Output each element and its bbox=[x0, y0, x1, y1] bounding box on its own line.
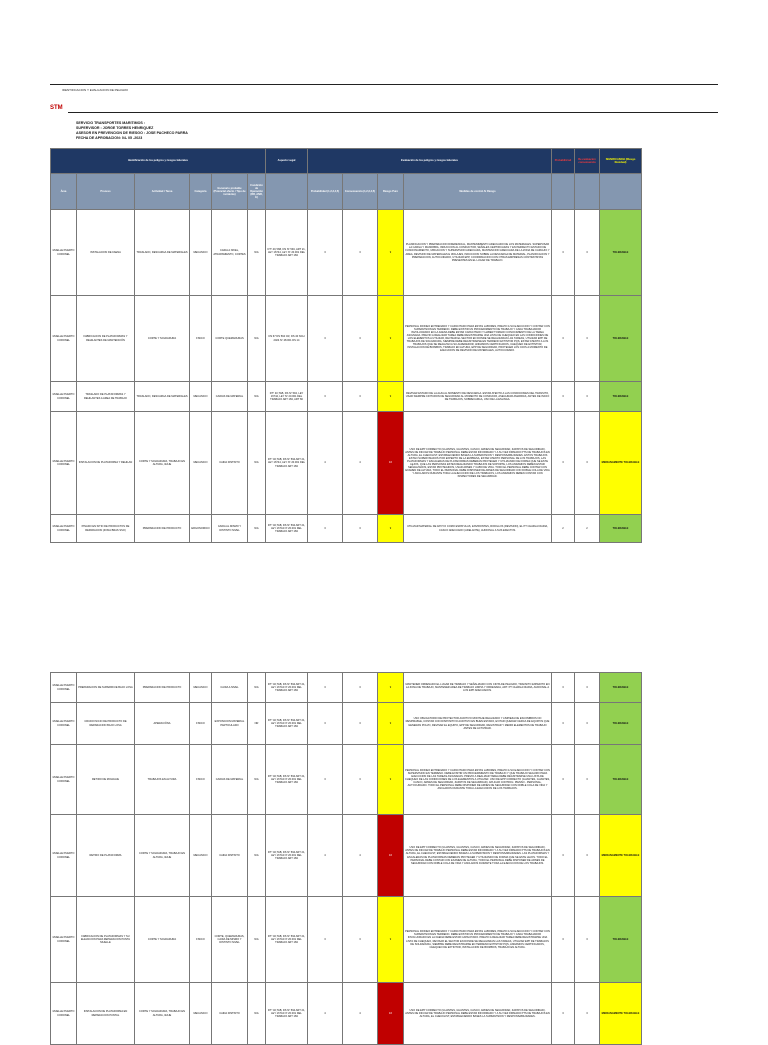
consecuencia-cell: 4 bbox=[343, 412, 378, 515]
area-cell: MUELLE PUERTO CORONEL bbox=[51, 515, 77, 543]
actividad-cell: CORTE Y SOLDADURA, TRABAJO EN ALTURA, IZAJE bbox=[135, 983, 190, 1045]
legal-cell: DTº 40,TAB, DS Nº 594, LEY 16744, LEY Nº 20.001 DEL TRABAJO ART 184, ART 66 bbox=[266, 382, 308, 412]
table-row bbox=[51, 515, 642, 543]
col-probabilidad: Probabilidad (1,2,3,4,5) bbox=[308, 174, 343, 210]
table-row bbox=[51, 412, 642, 515]
legal-cell: DTº 40,TAB, DS Nº 594 ART 21, LEY 16744 Nº 20.001 DEL TRABAJO ART 184 bbox=[266, 745, 308, 815]
consecuencia-cell: 3 bbox=[343, 673, 378, 703]
condicion-cell: N/A bbox=[248, 382, 266, 412]
consecuencia-residual-cell: 3 bbox=[575, 815, 600, 897]
info-line: ASESOR EN PREVENCION DE RIESGO : JOSE PACHECO PARRA bbox=[76, 131, 188, 135]
table-row bbox=[51, 983, 642, 1045]
consecuencia-cell: 3 bbox=[343, 296, 378, 382]
legal-cell: DTº 40,TAB, DS Nº 594 ART 21, LEY 16744 Nº 20.001 DEL TRABAJO ART 184 bbox=[266, 897, 308, 983]
medidas-cell: MANTENER ORDENADO EL LUGAR DE TRABAJO Y SEÑALIZADO CON CINTA DE PELIGRO, TRANSITO EXPEDITO EN LA ZONA DE TRABAJO, MANTENER AREA DE TRABAJO LIMPIA Y ORDENADA, ART. PT CHARLA DIARIA, AUDIONAL A LOS EPP ADECUADOS. bbox=[404, 673, 552, 703]
legal-cell: DTº 40,TAB, DS Nº 594 ART 21, LEY 16744 Nº 20.001 DEL TRABAJO ART 184 bbox=[266, 515, 308, 543]
categoria-cell: MECANICO bbox=[190, 815, 212, 897]
condicion-cell: N/A bbox=[248, 673, 266, 703]
categoria-cell: MECANICO bbox=[190, 673, 212, 703]
proceso-cell: INSTALACION DE PLATAFORMA Y REHILAN bbox=[77, 412, 135, 515]
categoria-cell: FISICO bbox=[190, 296, 212, 382]
proceso-cell: PREPARACION DE SUPERFICIE BAJO LOSA bbox=[77, 673, 135, 703]
condicion-cell: N/A bbox=[248, 745, 266, 815]
proceso-cell: FABRICACION DE PLATAFORMAS Y REHILANTES DE MANTENCIÓN bbox=[77, 296, 135, 382]
info-line: SERVICIO TRANSPORTES MARITIMOS : bbox=[76, 121, 146, 125]
medidas-cell: PERSONAL IDONEO ENTRENADO Y CAPACITADO PARA ESTAS LABORES, PREVIO A SU EJECUCION Y CONTAR CON SUPERVISION EN TERRENO. DEBE EXISTIR UN PROCEDIMIENTO DE TRABAJO Y CADA TRABAJADOR INVOLUCRADO EN LA FAENA DEBE ESTAR CAPACITADO Y HABER TOMADO CONOCIMIENTO DE LA TAREA ASIGNADA. PREVIO A REALIZAR TAREA DEBE REGISTRARSE UNA LISTA DE CHEQUEO EN LAS CONDICIONES DE LOS ELEMENTOS A UTILIZAR, REVISAR EL SECTOR EN DONDE SE REALIZARAN LAS TAREAS, UTILIZAR EPP DE TRABAJOS DE SOLDADURA, SIEMPRE DEBE REGISTRARSE EN TERRENO EXTINTOR PQS, ESTAR ATENTO A LOS TRABAJOS QUE SE REALIZAN A SU ALREDEDOR, ANDAMIOS CERTIFICADOS, CHEQUEO DE EXTINTOR, INSTALACION DE BIOMBOS, TRABAJO EN ALTURA, EPP DE SEGURIDAD, PROTEGER LOS OJOS A MOMENTO DE EJECUCION DE REVISION DE MATERIALES, AUTOCUIDADO. bbox=[404, 296, 552, 382]
table-row bbox=[51, 210, 642, 296]
actividad-cell: TRASLADO, DESCARGA DE MATERIALES bbox=[135, 382, 190, 412]
consecuencia-cell: 3 bbox=[343, 745, 378, 815]
col-escenario: Escenario probable (Potencial efecto / Tipo de incidente) bbox=[212, 174, 248, 210]
probabilidad-residual-cell: 3 bbox=[552, 815, 575, 897]
categoria-cell: MECANICO bbox=[190, 210, 212, 296]
proceso-cell: RETIRO DE PLATAFORMA bbox=[77, 815, 135, 897]
probabilidad-cell: 3 bbox=[308, 897, 343, 983]
consecuencia-cell: 3 bbox=[343, 897, 378, 983]
probabilidad-residual-cell: 3 bbox=[552, 210, 575, 296]
col-prob-res bbox=[552, 174, 575, 210]
riesgo-puro-cell: 16 bbox=[378, 412, 404, 515]
consecuencia-residual-cell: 3 bbox=[575, 897, 600, 983]
categoria-cell: FISICO bbox=[190, 897, 212, 983]
riesgo-puro-cell: 16 bbox=[378, 815, 404, 897]
col-medidas: Medidas de control Al Riesgo bbox=[404, 174, 552, 210]
consecuencia-residual-cell: 3 bbox=[575, 745, 600, 815]
probabilidad-residual-cell: 3 bbox=[552, 296, 575, 382]
escenario-cell: CAIDA DISTINTO bbox=[212, 815, 248, 897]
probabilidad-cell: 3 bbox=[308, 296, 343, 382]
consecuencia-cell: 3 bbox=[343, 382, 378, 412]
actividad-cell: TRABAJOS EN ALTURA bbox=[135, 745, 190, 815]
area-cell: MUELLE PUERTO CORONEL bbox=[51, 745, 77, 815]
doc-top-label: IDENTIFICACION Y EVALUACION DE PELIGRO bbox=[62, 88, 129, 92]
categoria-cell: FISICO bbox=[190, 703, 212, 745]
col-categoria: Categoría bbox=[190, 174, 212, 210]
header-rule bbox=[68, 112, 718, 113]
categoria-cell: MECANICO bbox=[190, 412, 212, 515]
riesgo-puro-cell: 9 bbox=[378, 897, 404, 983]
significancia-cell: TOLERABLE bbox=[600, 382, 642, 412]
riesgo-puro-cell: 16 bbox=[378, 983, 404, 1045]
legal-cell: DTº 40,TAB, DS Nº 594 ART 21, LEY 16744, LEY Nº 20.001 DEL TRABAJO ART 184 bbox=[266, 412, 308, 515]
actividad-cell: CORTE Y SOLDADURA, TRABAJO EN ALTURA, IZAJE bbox=[135, 412, 190, 515]
area-cell: MUELLE PUERTO CORONEL bbox=[51, 382, 77, 412]
condicion-cell: N/A bbox=[248, 815, 266, 897]
table-row bbox=[51, 382, 642, 412]
probabilidad-cell: 3 bbox=[308, 382, 343, 412]
proceso-cell: CRUDO INICIO DE PRODUCTO DE REPARACION BAJO LOSA bbox=[77, 703, 135, 745]
categoria-cell: MECANICO bbox=[190, 983, 212, 1045]
probabilidad-cell: 3 bbox=[308, 703, 343, 745]
medidas-cell: REVISAR ESTADO DE LA ALZA AL MOMENTO DE DESCARGA. ESTAR ATENTO A LAS CONDICIONES DEL TRANSITO, USAR SIEMPRE CINTURON DE SEGURIDAD AL MOMENTO DE CONDUCIR, ASEGURAR AMARRAS, ANTES DE INICIO DE TRABAJOS, SOBRECARGA, USO DE LA ESLINGA. bbox=[404, 382, 552, 412]
info-line: FECHA DE APROBACION: 04- 05 -2023 bbox=[76, 136, 143, 140]
area-cell: MUELLE PUERTO CORONEL bbox=[51, 296, 77, 382]
actividad-cell: APERACIÓNA bbox=[135, 703, 190, 745]
riesgo-puro-cell: 9 bbox=[378, 673, 404, 703]
condicion-cell: N/A bbox=[248, 983, 266, 1045]
escenario-cell: CAIDA A NIVEL, ATRAPAMIENTO, CORTES bbox=[212, 210, 248, 296]
consecuencia-cell: 3 bbox=[343, 703, 378, 745]
area-cell: MUELLE PUERTO CORONEL bbox=[51, 412, 77, 515]
significancia-cell: TOLERABLE bbox=[600, 703, 642, 745]
col-riesgo: Riesgo Puro bbox=[378, 174, 404, 210]
escenario-cell: CORTE, QUEMADURAS, CAIDA DE MISMO Y DISTINTO NIVEL bbox=[212, 897, 248, 983]
area-cell: MUELLE PUERTO CORONEL bbox=[51, 983, 77, 1045]
probabilidad-residual-cell: 3 bbox=[552, 745, 575, 815]
header-significancia: SIGNIFICANCIA (Riesgo Residual) bbox=[600, 149, 642, 174]
doc-info bbox=[76, 121, 188, 141]
escenario-cell: CAIDA AL MISMO Y DISTINTO NIVEL bbox=[212, 515, 248, 543]
info-line: SUPERVISOR : JORGE TORRES HENRIQUEZ bbox=[76, 126, 154, 130]
riesgo-puro-cell: 9 bbox=[378, 210, 404, 296]
riesgo-puro-cell: 9 bbox=[378, 745, 404, 815]
medidas-cell: USO DE EPP CORRECTO (GUANTES, GUANTES, CASCO, ARNES DE SEGURIDAD, ZAPATOS DE SEGURIDAD). ANTES DE INICIAR DE TRABAJO PERSONAL DEBE ESTAR INFORMADO Y A SU VEZ FIRMADO PTS DE TRABAJOS EN ALTURA, EL CHECKLIST, ESTABLECIENDO BASES LA SUPERVISION Y RESPONSABILIDADES. bbox=[404, 983, 552, 1045]
col-cons-res bbox=[575, 174, 600, 210]
significancia-cell: TOLERABLE bbox=[600, 296, 642, 382]
significancia-cell: TOLERABLE bbox=[600, 673, 642, 703]
probabilidad-cell: 3 bbox=[308, 673, 343, 703]
table-row bbox=[51, 673, 642, 703]
area-cell: MUELLE PUERTO CORONEL bbox=[51, 815, 77, 897]
proceso-cell: TRASLADO DE PLATAFORMAS Y REHILANTES A AREA DE TRABAJO bbox=[77, 382, 135, 412]
probabilidad-residual-cell: 3 bbox=[552, 673, 575, 703]
escenario-cell: CORTE QUEMADURAS bbox=[212, 296, 248, 382]
consecuencia-residual-cell: 3 bbox=[575, 983, 600, 1045]
significancia-cell: TOLERABLE bbox=[600, 515, 642, 543]
probabilidad-residual-cell: 3 bbox=[552, 897, 575, 983]
legal-cell: DS 67 DS 594 CR, DS 40 NCH 2024 Nº 28.001 DS 14 bbox=[266, 296, 308, 382]
proceso-cell: FABRICACION DE PLATAFORMAS Y SU ELEVACION PARA REPARACION PUNTA MUELLE bbox=[77, 897, 135, 983]
categoria-cell: ERGONOMICO bbox=[190, 515, 212, 543]
probabilidad-residual-cell: 3 bbox=[552, 382, 575, 412]
condicion-cell: N/A bbox=[248, 210, 266, 296]
consecuencia-cell: 4 bbox=[343, 815, 378, 897]
medidas-cell: PERSONAL IDONEO ENTRENADO Y CAPACITADO PARA ESTAS LABORES, PREVIO A SU EJECUCION Y CONTAR CON SUPERVISION EN TERRENO. DEBE EXISTIR UN PROCEDIMIENTO DE TRABAJO Y CADA TRABAJADOR INVOLUCRADO EN LA FAENA DEBE ESTAR CAPACITADO. PREVIO A REALIZAR TAREA DEBE REGISTRARSE UNA LISTA DE CHEQUEO, REVISAR EL SECTOR EN DONDE SE REALIZARAN LAS TAREAS, UTILIZAR EPP DE TRABAJOS DE SOLDADURA, SIEMPRE DEBE REGISTRARSE EN TERRENO EXTINTOR PQS, ANDAMIOS CERTIFICADOS, CHEQUEO DE EXTINTOR, INSTALACION DE BIOMBOS, TRABAJO EN ALTURA. bbox=[404, 897, 552, 983]
top-rule bbox=[50, 84, 718, 85]
actividad-cell: TRASLADO, DESCARGA DE MATERIALES bbox=[135, 210, 190, 296]
probabilidad-cell: 3 bbox=[308, 210, 343, 296]
header-consecuencia-residual: Re evaluacion consecuencia bbox=[575, 149, 600, 174]
consecuencia-residual-cell: 2 bbox=[575, 515, 600, 543]
proceso-cell: INSTALACION DE FAENA bbox=[77, 210, 135, 296]
escenario-cell: CAIDA A NIVEL bbox=[212, 673, 248, 703]
legal-cell: DTº 40,TAB, DS Nº 594 ART 21, LEY 16744 Nº 20.001 DEL TRABAJO ART 184 bbox=[266, 703, 308, 745]
medidas-cell: UTILIZAR MATERIAL DE APOYO COMO ESPATULAS, ENVIRONTES, RODILLOS (REVISION), EL PT CHARLA DIARIA, CASCO ADECUADO (ADELANTE), AUDIONAL A SUS EFECTOS. bbox=[404, 515, 552, 543]
probabilidad-residual-cell: 2 bbox=[552, 515, 575, 543]
header-identificacion: Identificación de los peligros y riesgos laborales bbox=[51, 149, 266, 174]
categoria-cell: FISICO bbox=[190, 745, 212, 815]
header-probabilidad-residual: Probabilid ad bbox=[552, 149, 575, 174]
condicion-cell: N/A bbox=[248, 897, 266, 983]
probabilidad-cell: 4 bbox=[308, 412, 343, 515]
table-row bbox=[51, 745, 642, 815]
area-cell: MUELLE PUERTO CORONEL bbox=[51, 897, 77, 983]
medidas-cell: PLANIFICACION Y PREPARACION DIFERENCIAL, MANTENIMIENTO ADECUADO DE LOS MATERIALES. SUPERVISAR LA CARGA Y MANIOBRA, INDUCCION AL CONDUCTOR, SEÑALES CERTIFICADAS Y EN PERFECTO ESTADO DE FUNCIONAMIENTO, UBICACION Y SUPERVISION ADECUADA, MANTENCION ADECUADA DE LA ZONA DE CARGUIO Y AREA, REVISION DE MATERIALES E IZOLAJES, INDUCCION SOBRE LA DESCARGA DE MATERIAL, PLANIFICACION Y PREPARACION, AUTOCUIDADO, UTILIZAR EPP, COORDINACION CON OTRAS EMPRESAS CONTRATISTAS PRESENTES EN EL LUGAR DE TRABAJO. bbox=[404, 210, 552, 296]
actividad-cell: PREPARACION DE PRODUCTO bbox=[135, 673, 190, 703]
escenario-cell: CAIDA DISTINTO bbox=[212, 983, 248, 1045]
condicion-cell: N/A bbox=[248, 412, 266, 515]
table-row bbox=[51, 815, 642, 897]
medidas-cell: USO DE EPP CORRECTO (GUANTES, GUANTES, CASCO, ARNES DE SEGURIDAD, ZAPATOS DE SEGURIDAD). ANTES DE INICIAR DE TRABAJO PERSONAL DEBE ESTAR INFORMADO Y A SU VEZ FIRMADO PTS DE TRABAJOS EN ALTURA, EL CHECKLIST, ESTABLECIENDO BASES LA SUPERVISION Y RESPONSABILIDADES. ESTOS TRABAJOS ESTAN SUPERVISADOS POR EXPERTO DE LA EMPRESA, ESTAR ATENTO PERSONAL DE LOS TRABAJOS, LAS PLATAFORMAS Y ESCALERAS DE PLATAFORMAS DEBERAN PROTEGER Y UTILIZANDO DE FORMA QUE SE ESTE LEJOS, QUE LAS PERSONAS ESTEN REALIZANDO TRABAJOS DE SOPORTE, LOS ANDAMIOS DEBEN ESTAR SEÑALIZADOS, ESTAR PROTEGIDOS, USAR ARNES Y CABO DE VIDA. TODO EL PERSONAL DEBE CONTAR CON EXAMEN DE ALTURA, TODO EL PERSONAL DEBE DISPONER DE ARNES DE SEGURIDAD CON DOBLE COLA DE VIDA Y ANCLADOS DURANTE TODA LA EJECUCION DE LOS TRABAJOS, LOS ANDAMIOS DEBEN CONTAR CON INSPECTORES DE SEGURIDAD. bbox=[404, 412, 552, 515]
header-evaluacion: Evaluación de los peligros y riesgos laborales bbox=[308, 149, 552, 174]
table-row bbox=[51, 703, 642, 745]
riesgo-puro-cell: 9 bbox=[378, 703, 404, 745]
col-actividad: Actividad / Tarea bbox=[135, 174, 190, 210]
actividad-cell: CORTE Y SOLDADURA bbox=[135, 296, 190, 382]
area-cell: MUELLE PUERTO CORONEL bbox=[51, 673, 77, 703]
significancia-cell: TOLERABLE bbox=[600, 897, 642, 983]
consecuencia-residual-cell: 3 bbox=[575, 412, 600, 515]
risk-table-1 bbox=[50, 148, 642, 543]
probabilidad-residual-cell: 3 bbox=[552, 983, 575, 1045]
col-proceso: Proceso bbox=[77, 174, 135, 210]
significancia-cell: TOLERABLE bbox=[600, 745, 642, 815]
area-cell: MUELLE PUERTO CORONEL bbox=[51, 210, 77, 296]
legal-cell: DTº 40,TAB, DS Nº 594, ART 21, LEY 16744, LEY Nº 20.001 DEL TRABAJO ART 184 bbox=[266, 210, 308, 296]
significancia-cell: MEDIANAMENTE TOLERABLE bbox=[600, 412, 642, 515]
condicion-cell: N/A bbox=[248, 515, 266, 543]
col-consecuencia: Consecuencia (1,2,3,4,5) bbox=[343, 174, 378, 210]
consecuencia-residual-cell: 3 bbox=[575, 210, 600, 296]
table-row bbox=[51, 296, 642, 382]
consecuencia-residual-cell: 3 bbox=[575, 296, 600, 382]
probabilidad-cell: 4 bbox=[308, 983, 343, 1045]
area-cell: MUELLE PUERTO CORONEL bbox=[51, 703, 77, 745]
table-row bbox=[51, 897, 642, 983]
significancia-cell: MEDIANAMENTE TOLERABLE bbox=[600, 983, 642, 1045]
probabilidad-cell: 3 bbox=[308, 745, 343, 815]
proceso-cell: INSTALACION DE PLATAFORMA EN REPARACION PUNTAL bbox=[77, 983, 135, 1045]
consecuencia-cell: 3 bbox=[343, 210, 378, 296]
consecuencia-residual-cell: 3 bbox=[575, 703, 600, 745]
proceso-cell: RETIRO DE MOLDAJE bbox=[77, 745, 135, 815]
categoria-cell: MECANICO bbox=[190, 382, 212, 412]
consecuencia-cell: 4 bbox=[343, 983, 378, 1045]
condicion-cell: N/A bbox=[248, 296, 266, 382]
actividad-cell: PREPARACION DE PRODUCTO bbox=[135, 515, 190, 543]
riesgo-puro-cell: 9 bbox=[378, 382, 404, 412]
legal-cell: DTº 40,TAB, DS Nº 594 ART 21, LEY 16744 Nº 20.001 DEL TRABAJO ART 184 bbox=[266, 815, 308, 897]
condicion-cell: NR bbox=[248, 703, 266, 745]
header-aspecto: Aspecto Legal bbox=[266, 149, 308, 174]
proceso-cell: PINADO EN SITIO DE PRODUCTOS DE REPARACION (ZONA BRAS SSO) bbox=[77, 515, 135, 543]
significancia-cell: TOLERABLE bbox=[600, 210, 642, 296]
col-significancia bbox=[600, 174, 642, 210]
risk-table-2 bbox=[50, 672, 642, 1045]
consecuencia-residual-cell: 3 bbox=[575, 382, 600, 412]
escenario-cell: CAIDA DISTINTO bbox=[212, 412, 248, 515]
company-name: STM bbox=[50, 105, 63, 111]
col-area: Área bbox=[51, 174, 77, 210]
legal-cell: DTº 40,TAB, DS Nº 594 ART 21, LEY 16744 Nº 20.001 DEL TRABAJO ART 184 bbox=[266, 673, 308, 703]
escenario-cell: CAIDAS DE MATERIAL bbox=[212, 745, 248, 815]
probabilidad-residual-cell: 3 bbox=[552, 412, 575, 515]
probabilidad-residual-cell: 3 bbox=[552, 703, 575, 745]
legal-cell: DTº 40,TAB, DS Nº 594 ART 21, LEY 16744 Nº 20.001 DEL TRABAJO ART 184 bbox=[266, 983, 308, 1045]
consecuencia-cell: 3 bbox=[343, 515, 378, 543]
actividad-cell: CORTE Y SOLDADURA, TRABAJO EN ALTURA, IZAJE bbox=[135, 815, 190, 897]
medidas-cell: PERSONAL IDONEO ENTRENADO Y CAPACITADO PARA ESTAS LABORES, PREVIO A SU EJECUCION Y CONTAR CON SUPERVISION EN TERRENO. DEBE EXISTIR UN PROCEDIMIENTO DE TRABAJO Y QUE TRABAJO SEGURO PARA EJECUCION DE LAS TAREAS ASIGNADAS. PREVIO A REALIZAR TAREA DEBE REGISTRARSE UNA LISTA DE CHEQUEO DE LAS CONDICIONES DE LOS ELEMENTOS A UTILIZAR. USO DE EPP CORRECTO (GUANTES, GUANTES, CASCO, ARNES DE SEGURIDAD, ZAPATOS DE SEGURIDAD). APLICAR CONTROL: PIENSO - PERSONAL, AUTOCUIDADO. TODO EL PERSONAL DEBE DISPONER DE ARNES DE SEGURIDAD CON DOBLE COLA DE VIDA Y ANCLADOS DURANTE TODA LA EJECUCION DE LOS TRABAJOS. bbox=[404, 745, 552, 815]
col-legal bbox=[266, 174, 308, 210]
medidas-cell: USO DE EPP CORRECTO (GUANTES, GUANTES, CASCO, ARNES DE SEGURIDAD, ZAPATOS DE SEGURIDAD). ANTES DE INICIAR DE TRABAJO PERSONAL DEBE ESTAR INFORMADO Y A SU VEZ FIRMADO PTS DE TRABAJOS EN ALTURA, EL CHECKLIST, ESTABLECIENDO BASES LA SUPERVISION Y RESPONSABILIDADES. LAS PLATAFORMAS Y ESCALERAS DE PLATAFORMAS DEBERAN PROTEGER Y UTILIZANDO DE FORMA QUE SE ESTE LEJOS. TODO EL PERSONAL DEBE CONTAR CON EXAMEN DE ALTURA, TODO EL PERSONAL DEBE DISPONER DE ARNES DE SEGURIDAD CON DOBLE COLA DE VIDA Y ANCLADOS DURANTE TODA LA EJECUCION DE LOS TRABAJOS. bbox=[404, 815, 552, 897]
col-condicion: Condición de Operación (RR, ANR, E) bbox=[248, 174, 266, 210]
medidas-cell: USO OBLIGATORIO DE PROTECTOR AUDITIVO MONTAJE REALIZADO Y LIMPIEZA DE ESCOMBROS NO RESPIRABLE, CONTAR CON DISPOSITIVO AUDITIVO EN BUEN ESTADO, EVITAR QUEDAR CERCA DE EQUIPOS QUE GENERAN POLVO, REVISAR EL EQUIPO, EPP DE SEGURIDAD, REGISTRAR Y MEDIR ELEMENTOS DE TRABAJO ANTES DE ACTIVIDAD. bbox=[404, 703, 552, 745]
riesgo-puro-cell: 9 bbox=[378, 296, 404, 382]
significancia-cell: MEDIANAMENTE TOLERABLE bbox=[600, 815, 642, 897]
probabilidad-cell: 4 bbox=[308, 815, 343, 897]
escenario-cell: EXPOSICION MATERIAL PARTICULADO bbox=[212, 703, 248, 745]
escenario-cell: CAIDAS DE MATERIAL bbox=[212, 382, 248, 412]
consecuencia-residual-cell: 3 bbox=[575, 673, 600, 703]
riesgo-puro-cell: 9 bbox=[378, 515, 404, 543]
actividad-cell: CORTE Y SOLDADURA bbox=[135, 897, 190, 983]
probabilidad-cell: 3 bbox=[308, 515, 343, 543]
